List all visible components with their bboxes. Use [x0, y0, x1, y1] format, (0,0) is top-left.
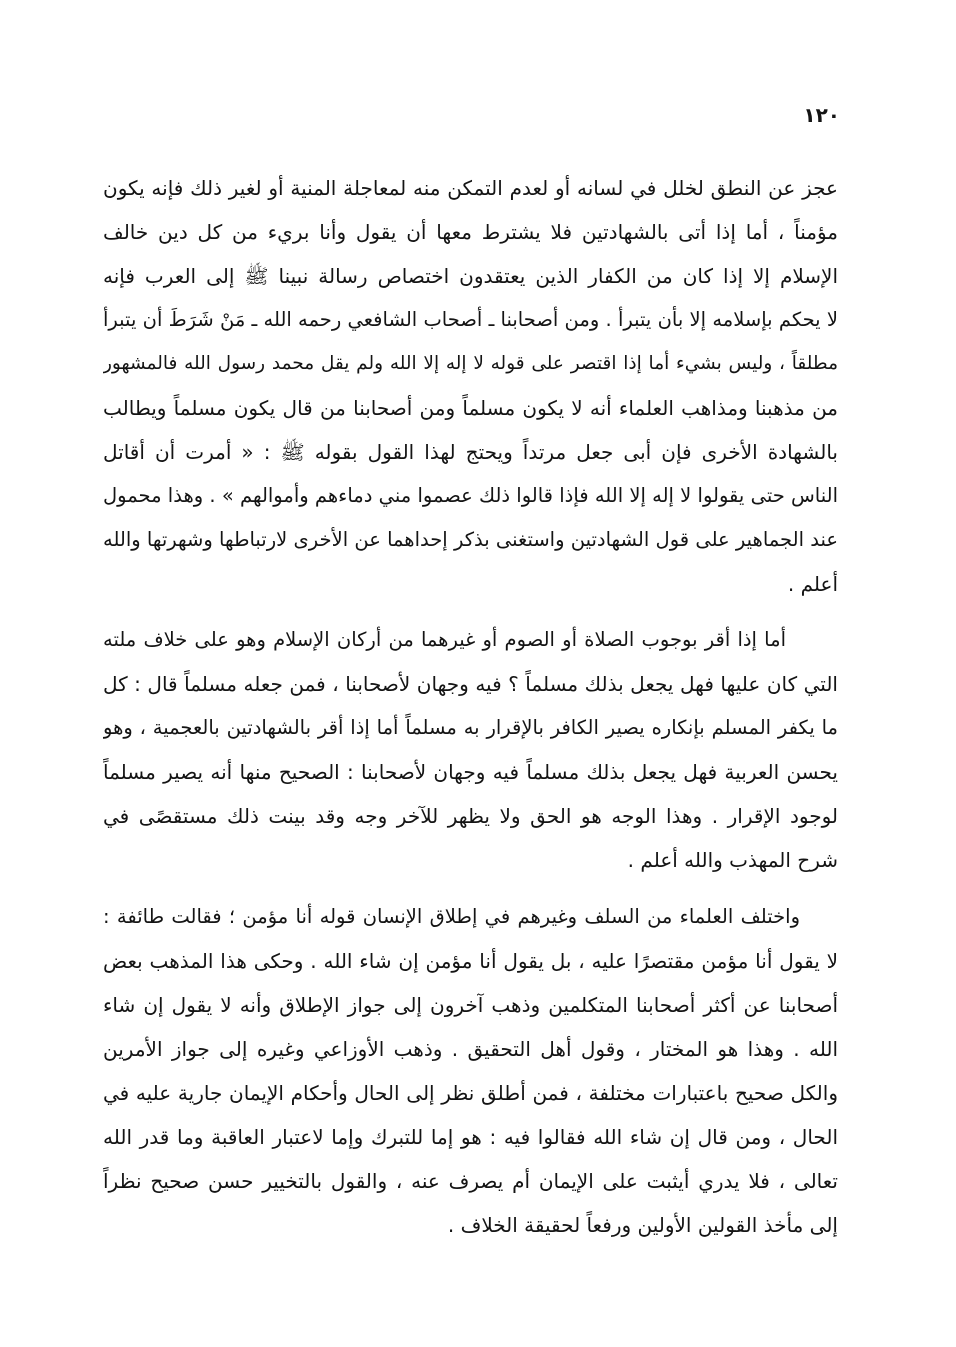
text-line: الناس حتى يقولوا لا إله إلا الله فإذا قالوا ذلك عصموا مني دماءهم وأموالهم » . وهذا محمول [103, 484, 838, 507]
text-line: أصحابنا عن أكثر أصحابنا المتكلمين وذهب آخرون إلى جواز الإطلاق وأنه لا يقول إن شاء [103, 993, 838, 1017]
text-line: لا يقول أنا مؤمن مقتصرًا عليه ، بل يقول أنا مؤمن إن شاء الله . وحكى هذا المذهب بعض [103, 949, 838, 973]
page-number: ١٢٠ [803, 103, 840, 127]
text-line: الإسلام إلا إذا كان من الكفار الذين يعتقدون اختصاص رسالة نبينا ﷺ إلى العرب فإنه [103, 264, 838, 288]
text-line: والكل صحيح باعتبارات مختلفة ، فمن أطلق نظر إلى الحال وأحكام الإيمان جارية عليه في [103, 1081, 838, 1105]
text-line: لا يحكم بإسلامه إلا بأن يتبرأ . ومن أصحابنا ـ أصحاب الشافعي رحمه الله ـ مَنْ شَرَطَ أن يتبرأ [103, 308, 838, 331]
text-line: إلى مأخذ القولين الأولين ورفعاً لحقيقة الخلاف . [447, 1213, 838, 1237]
text-line: الحال ، ومن قال إن شاء الله فقالوا فيه : هو إما للتبرك وإما لاعتبار العاقبة وما قدر الله [103, 1125, 838, 1149]
text-line: شرح المهذب والله أعلم . [627, 848, 838, 872]
paragraph [103, 166, 838, 606]
text-line: يحسن العربية فهل يجعل بذلك مسلماً فيه وجهان لأصحابنا : الصحيح منها أنه يصير مسلماً [103, 760, 838, 784]
text-line: التي كان عليها فهل يجعل بذلك مسلماً ؟ فيه وجهان لأصحابنا ، فمن جعله مسلماً قال : كل [103, 672, 838, 696]
text-line: تعالى ، فلا يدري أيثبت على الإيمان أم يصرف عنه ، والقول بالتخيير حسن صحيح نظراً [103, 1169, 838, 1193]
text-line: عجز عن النطق لخلل في لسانه أو لعدم التمكن منه لمعاجلة المنية أو لغير ذلك فإنه يكون [103, 176, 838, 200]
text-line: واختلف العلماء من السلف وغيرهم في إطلاق الإنسان قوله أنا مؤمن ؛ فقالت طائفة : [103, 905, 800, 928]
text-line: أما إذا أقر بوجوب الصلاة أو الصوم أو غيرهما من أركان الإسلام وهو على خلاف ملته [103, 628, 786, 651]
text-line: بالشهادة الأخرى فإن أبى جعل مرتداً ويحتج لهذا القول بقوله ﷺ : « أمرت أن أقاتل [103, 440, 838, 464]
text-line: مؤمناً ، أما إذا أتى بالشهادتين فلا يشترط معها أن يقول وأنا بريء من كل دين خالف [103, 220, 838, 244]
text-line: الله . وهذا هو المختار ، وقول أهل التحقيق . وذهب الأوزاعي وغيره إلى جواز الأمرين [103, 1037, 838, 1061]
text-line: ما يكفر المسلم بإنكاره يصير الكافر بالإقرار به مسلماً أما إذا أقر بالشهادتين بالعجمية ، وهو [103, 716, 838, 739]
text-line: مطلقاً ، وليس بشيء أما إذا اقتصر على قوله لا إله إلا الله ولم يقل محمد رسول الله فالمشهور [103, 353, 838, 374]
paragraph [103, 618, 838, 882]
paragraph [103, 895, 838, 1247]
text-line: عند الجماهير على قول الشهادتين واستغنى بذكر إحداهما عن الأخرى لارتباطها وشهرتها والله [103, 528, 838, 551]
text-line: لوجود الإقرار . وهذا الوجه هو الحق ولا يظهر للآخر وجه وقد بينت ذلك مستقصًى في [103, 804, 838, 828]
text-line: أعلم . [787, 572, 838, 596]
text-line: من مذهبنا ومذاهب العلماء أنه لا يكون مسلماً ومن أصحابنا من قال يكون مسلماً ويطالب [103, 396, 838, 420]
